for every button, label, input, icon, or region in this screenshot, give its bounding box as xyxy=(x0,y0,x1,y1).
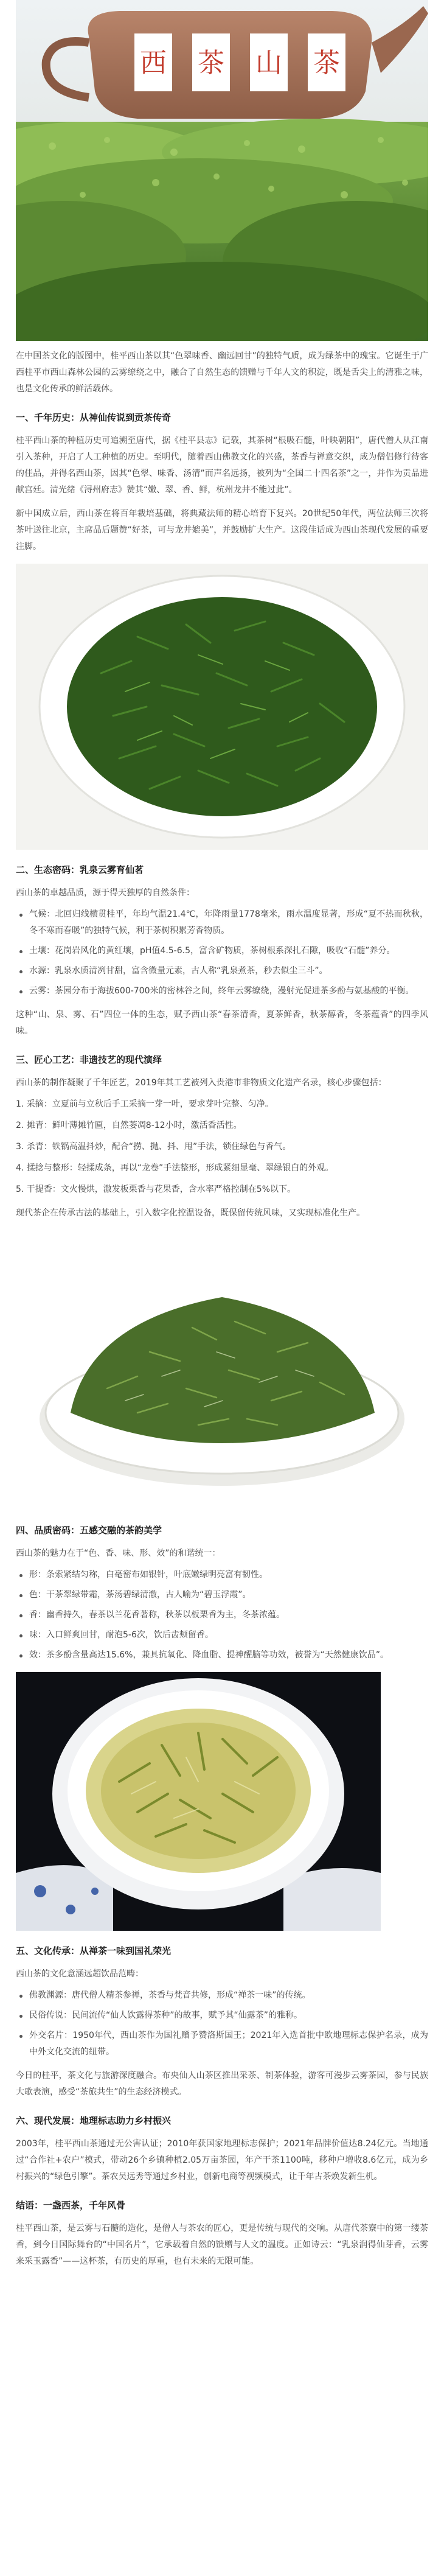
list-item: 云雾：茶园分布于海拔600-700米的密林谷之间，终年云雾缭绕，漫射光促进茶多酚与氨基酸的平衡。 xyxy=(16,983,428,999)
section-1-paragraph-2: 新中国成立后，西山茶在将百年栽培基础，将典藏法师的精心培育下复兴。20世纪50年代，两位法师三次将茶叶送往北京，主席品后题赞“好茶，可与龙井媲美”，并鼓励扩大生产。这段佳话成为西山茶现代发展的重要注脚。 xyxy=(16,509,428,551)
sign-char-2: 茶 xyxy=(198,47,224,79)
list-item: 效：茶多酚含量高达15.6%，兼具抗氧化、降血脂、提神醒脑等功效，被誉为“天然健康饮品”。 xyxy=(16,1647,428,1664)
list-item: 5. 干提香：文火慢烘，激发板栗香与花果香，含水率严格控制在5%以下。 xyxy=(16,1185,296,1194)
section-2-intro: 西山茶的卓越品质，源于得天独厚的自然条件： xyxy=(16,888,195,898)
tea-cup-photo xyxy=(16,1672,381,1931)
conclusion-paragraph: 桂平西山茶，是云雾与石髓的造化，是僧人与茶农的匠心，更是传统与现代的交响。从唐代茶寮中的第一缕茶香，到今日国际舞台的“中国名片”，它承载着自然的馈赠与人文的温度。正如诗云：“乳泉润得仙芽香，云雾来采玉露香”——这杯茶，有历史的厚重，也有未来的无限可能。 xyxy=(16,2224,428,2266)
section-6-title: 六、现代发展：地理标志助力乡村振兴 xyxy=(16,2115,172,2126)
section-3-title: 三、匠心工艺：非遗技艺的现代演绎 xyxy=(16,1054,162,1065)
list-item: 外交名片：1950年代，西山茶作为国礼赠予赞洛斯国王；2021年入选首批中欧地理标志保护名录，成为中外文化交流的纽带。 xyxy=(16,2028,428,2060)
quality-list xyxy=(16,1567,428,1664)
section-5-outro: 今日的桂平，茶文化与旅游深度融合。布央仙人山茶区推出采茶、制茶体验，游客可漫步云雾茶园，参与民族大歌表演，感受“茶旅共生”的生态经济模式。 xyxy=(16,2071,428,2097)
section-2-title: 二、生态密码：乳泉云雾育仙茗 xyxy=(16,864,144,875)
culture-list xyxy=(16,1987,428,2060)
sign-char-1: 西 xyxy=(140,47,167,79)
list-item: 水源：乳泉水质清冽甘甜，富含微量元素，古人称“乳泉煮茶，秒去似尘三斗”。 xyxy=(16,963,428,979)
list-item: 4. 揉捻与整形：轻揉成条，再以“龙卷”手法整形，形成紧细显毫、翠绿银白的外观。 xyxy=(16,1163,334,1173)
intro-paragraph: 在中国茶文化的版图中，桂平西山茶以其“色翠味香、幽远回甘”的独特气质，成为绿茶中的瑰宝。它诞生于广西桂平市西山森林公园的云雾缭绕之中，融合了自然生态的馈赠与千年人文的积淀，既是舌尖上的清雅之味，也是文化传承的鲜活载体。 xyxy=(16,351,428,394)
sign-char-4: 茶 xyxy=(313,47,340,79)
conclusion-title: 结语：一盏西茶，千年风骨 xyxy=(16,2200,126,2211)
section-4-intro: 西山茶的魅力在于“色、香、味、形、效”的和谐统一： xyxy=(16,1549,221,1558)
list-item: 味：入口鲜爽回甘，耐泡5-6次，饮后齿颊留香。 xyxy=(16,1627,428,1643)
list-item: 3. 杀青：铁锅高温抖炒，配合“捞、抛、抖、甩”手法，锁住绿色与香气。 xyxy=(16,1142,291,1152)
section-3-intro: 西山茶的制作凝聚了千年匠艺，2019年其工艺被列入贵港市非物质文化遗产名录，核心步骤包括： xyxy=(16,1078,387,1088)
section-1-title: 一、千年历史：从神仙传说到贡茶传奇 xyxy=(16,412,172,423)
section-5-intro: 西山茶的文化意涵远超饮品范畴： xyxy=(16,1969,144,1979)
section-1-paragraph-1: 桂平西山茶的种植历史可追溯至唐代，据《桂平县志》记载，其茶树“根吸石髓，叶映朝阳”，唐代僧人从江南引入茶种，开启了人工种植的历史。至明代，随着西山佛教文化的兴盛，茶香与禅意交织，成为僧侣修行待客的佳品，并得名西山茶，因其“色翠、味香、汤清”而声名远扬，被列为“全国二十四名茶”之一，并作为贡品进献宫廷。清光绪《浔州府志》赞其“嫩、翠、香、鲜，杭州龙井不能过此”。 xyxy=(16,436,428,495)
list-item: 香：幽香持久，春茶以兰花香著称，秋茶以板栗香为主，冬茶浓蕴。 xyxy=(16,1607,428,1623)
section-6-paragraph: 2003年，桂平西山茶通过无公害认证；2010年获国家地理标志保护；2021年品牌价值达8.24亿元。当地通过“合作社+农户”模式，带动26个乡镇种植2.05万亩茶园，年产干茶1100吨，移种户增收8.6亿元，成为乡村振兴的“绿色引擎”。茶农吴远秀等通过乡村业，创新电商等视频模式，让千年古茶焕发新生机。 xyxy=(16,2139,428,2182)
list-item: 2. 摊青：鲜叶薄摊竹匾，自然萎凋8-12小时，激活香活性。 xyxy=(16,1121,242,1130)
section-2-outro: 这种“山、泉、雾、石”四位一体的生态，赋予西山茶“春茶清香，夏茶鲜香，秋茶醇香，冬茶蕴香”的四季风味。 xyxy=(16,1010,428,1036)
list-item: 佛教渊源：唐代僧人精茶参禅，茶香与梵音共修，形成“禅茶一味”的传统。 xyxy=(16,1987,428,2004)
list-item: 气候：北回归线横贯桂平，年均气温21.4℃，年降雨量1778毫米，雨水温度显著，形成“夏不热而秋秋，冬不寒而春暖”的独特气候，利于茶树积累芳香物质。 xyxy=(16,906,428,939)
list-item: 土壤：花岗岩风化的黄红壤，pH值4.5-6.5，富含矿物质，茶树根系深扎石隙，吸收“石髓”养分。 xyxy=(16,943,428,959)
list-item: 形：条索紧结匀称，白毫密布如银针，叶底嫩绿明亮富有韧性。 xyxy=(16,1567,428,1583)
section-3-outro: 现代茶企在传承古法的基础上，引入数字化控温设备，既保留传统风味，又实现标准化生产。 xyxy=(16,1208,365,1218)
hero-photo xyxy=(16,0,428,341)
craft-steps-list xyxy=(16,1096,428,1198)
dry-tea-photo xyxy=(16,1230,428,1510)
ecology-list xyxy=(16,906,428,999)
list-item: 1. 采摘：立夏前与立秋后手工采摘一芽一叶，要求芽叶完整、匀净。 xyxy=(16,1099,274,1109)
section-5-title: 五、文化传承：从禅茶一味到国礼荣光 xyxy=(16,1945,172,1956)
list-item: 民俗传说：民间流传“仙人饮露得茶种”的故事，赋予其“仙露茶”的雅称。 xyxy=(16,2007,428,2024)
section-4-title: 四、品质密码：五感交融的茶韵美学 xyxy=(16,1525,162,1536)
sign-char-3: 山 xyxy=(255,47,282,79)
tea-leaves-photo xyxy=(16,564,428,850)
list-item: 色：干茶翠绿带霜，茶汤碧绿清澈，古人喻为“碧玉浮霞”。 xyxy=(16,1587,428,1603)
